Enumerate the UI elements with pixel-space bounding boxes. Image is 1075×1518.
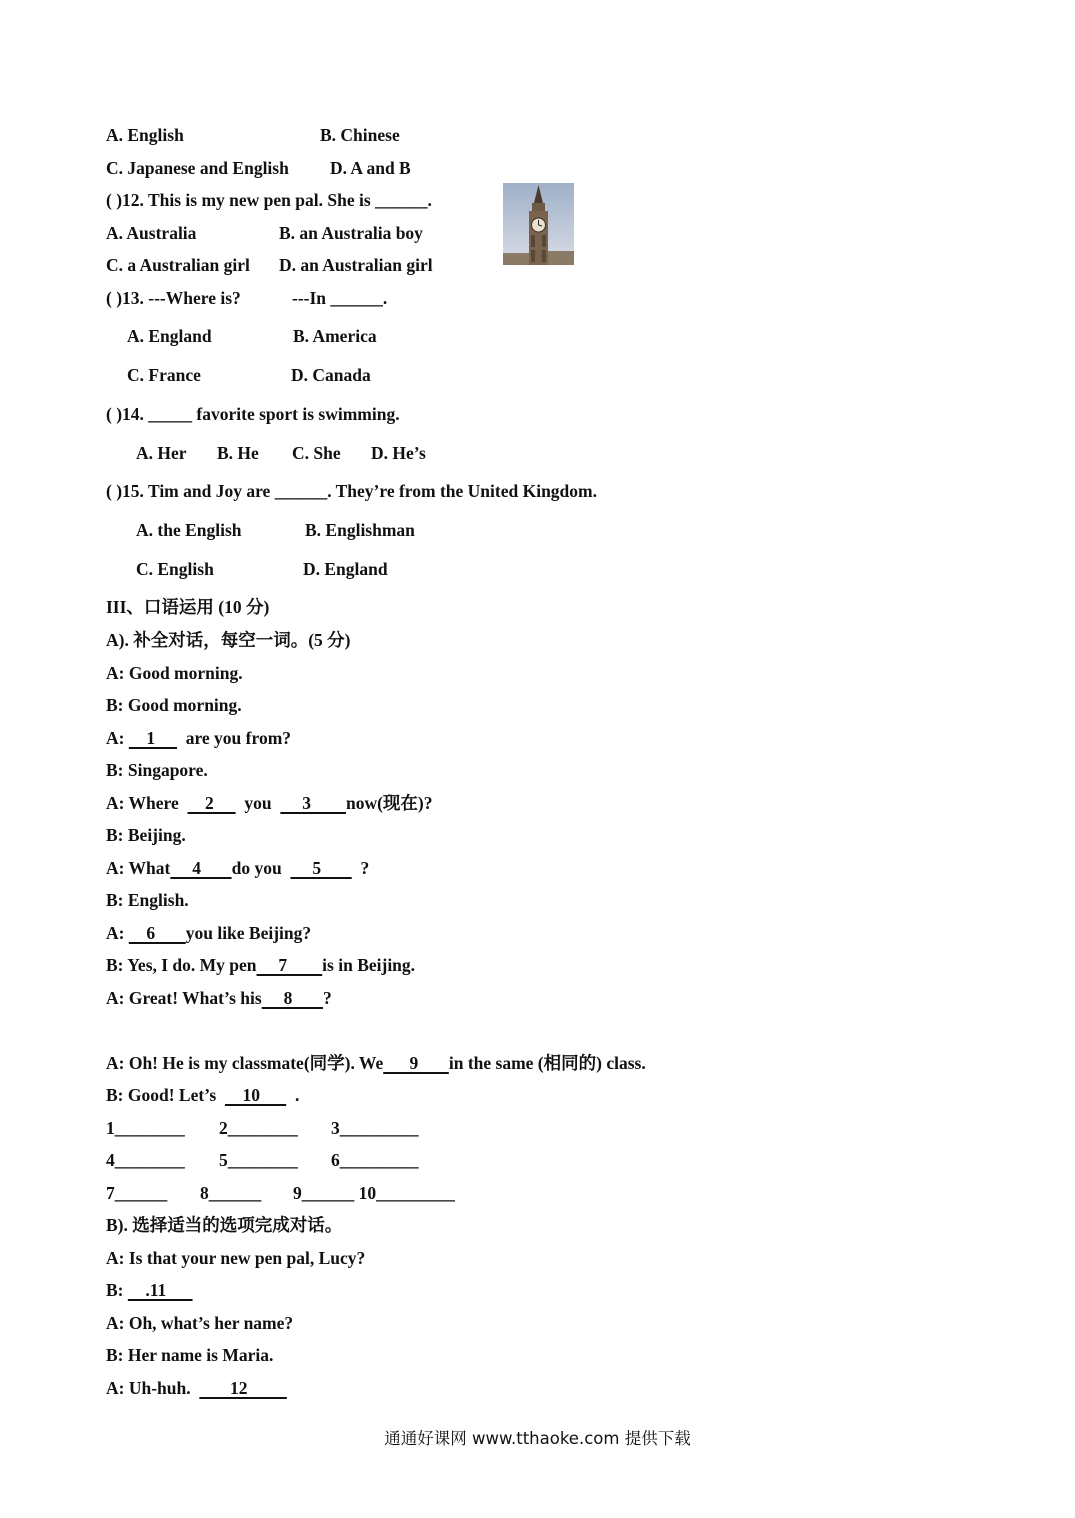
q14-option-a: A. Her xyxy=(136,443,187,463)
dialogue-line: A: Good morning. xyxy=(106,663,243,683)
answer-blank: 5________ xyxy=(219,1150,298,1170)
dialogue-line xyxy=(106,987,332,1009)
dialogue-line: A: Oh, what’s her name? xyxy=(106,1313,294,1333)
q12-option-d: D. an Australian girl xyxy=(279,255,433,275)
dialogue-text: you xyxy=(235,793,281,813)
answer-blank: 7______ xyxy=(106,1183,168,1203)
dialogue-text: B: Good! Let’s xyxy=(106,1085,225,1105)
blank-11: .11 xyxy=(127,1280,193,1300)
dialogue-line: B: Good morning. xyxy=(106,695,242,715)
q13-option-a: A. England xyxy=(127,326,212,346)
q14-option-b: B. He xyxy=(217,443,259,463)
dialogue-line xyxy=(106,1084,299,1106)
dialogue-line xyxy=(106,792,433,814)
dialogue-text: ? xyxy=(322,988,332,1008)
section-3-title: III、口语运用 (10 分) xyxy=(106,597,270,617)
q15-option-b: B. Englishman xyxy=(305,520,415,540)
dialogue-text: A: Great! What’s his xyxy=(106,988,262,1008)
blank-5: 5 xyxy=(290,858,352,878)
blank-6: 6 xyxy=(128,923,186,943)
blank-2: 2 xyxy=(187,793,236,813)
blank-1: 1 xyxy=(128,728,177,748)
blank-4: 4 xyxy=(170,858,232,878)
dialogue-line: B: Beijing. xyxy=(106,825,186,845)
q11-option-c: C. Japanese and English xyxy=(106,158,289,178)
dialogue-text: are you from? xyxy=(176,728,292,748)
dialogue-line xyxy=(106,857,369,879)
q14-option-c: C. She xyxy=(292,443,341,463)
dialogue-text: now(现在)? xyxy=(345,793,433,813)
q15-option-a: A. the English xyxy=(136,520,242,540)
dialogue-text: in the same (相同的) class. xyxy=(448,1053,646,1073)
blank-3: 3 xyxy=(280,793,346,813)
dialogue-line: B: English. xyxy=(106,890,189,910)
dialogue-text: . xyxy=(286,1085,300,1105)
q13-option-c: C. France xyxy=(127,365,201,385)
dialogue-line xyxy=(106,1052,646,1074)
q13-option-b: B. America xyxy=(293,326,377,346)
big-ben-image xyxy=(503,183,574,265)
dialogue-line: B: Singapore. xyxy=(106,760,208,780)
blank-9: 9 xyxy=(383,1053,449,1073)
q13-option-d: D. Canada xyxy=(291,365,371,385)
dialogue-text: B: Yes, I do. My pen xyxy=(106,955,257,975)
q13-stem: ( )13. ---Where is? xyxy=(106,288,241,308)
dialogue-text: A: xyxy=(106,923,129,943)
dialogue-line xyxy=(106,954,415,976)
q15-option-c: C. English xyxy=(136,559,214,579)
q12-option-b: B. an Australia boy xyxy=(279,223,423,243)
dialogue-text: A: What xyxy=(106,858,171,878)
dialogue-text: A: Where xyxy=(106,793,188,813)
q11-option-b: B. Chinese xyxy=(320,125,400,145)
q12-stem: ( )12. This is my new pen pal. She is ______. xyxy=(106,190,432,210)
dialogue-line xyxy=(106,1377,287,1399)
blank-10: 10 xyxy=(224,1085,287,1105)
footer-credit: 通通好课网 www.tthaoke.com 提供下载 xyxy=(384,1429,691,1448)
dialogue-text: A: Oh! He is my classmate(同学). We xyxy=(106,1053,384,1073)
answer-blank: 2________ xyxy=(219,1118,298,1138)
answer-blank: 4________ xyxy=(106,1150,185,1170)
answer-blank: 8______ xyxy=(200,1183,262,1203)
q13-stem-answer: ---In ______. xyxy=(292,288,388,308)
dialogue-line xyxy=(106,922,311,944)
q12-option-a: A. Australia xyxy=(106,223,197,243)
q15-option-d: D. England xyxy=(303,559,388,579)
answer-blank: 6_________ xyxy=(331,1150,419,1170)
dialogue-text: ? xyxy=(351,858,370,878)
q11-option-d: D. A and B xyxy=(330,158,411,178)
dialogue-text: is in Beijing. xyxy=(322,955,416,975)
q11-option-a: A. English xyxy=(106,125,184,145)
blank-8: 8 xyxy=(261,988,323,1008)
dialogue-line xyxy=(106,1279,193,1301)
dialogue-text: you like Beijing? xyxy=(185,923,312,943)
dialogue-line xyxy=(106,727,291,749)
dialogue-text: A: xyxy=(106,728,129,748)
q14-option-d: D. He’s xyxy=(371,443,426,463)
big-ben-icon xyxy=(503,183,574,265)
dialogue-text: B: xyxy=(106,1280,128,1300)
q14-stem: ( )14. _____ favorite sport is swimming. xyxy=(106,404,400,424)
answer-blank: 1________ xyxy=(106,1118,185,1138)
part-b-title: B). 选择适当的选项完成对话。 xyxy=(106,1215,343,1235)
answer-blank: 9______ 10_________ xyxy=(293,1183,455,1203)
q15-stem: ( )15. Tim and Joy are ______. They’re from the United Kingdom. xyxy=(106,481,597,501)
blank-7: 7 xyxy=(256,955,323,975)
blank-12: 12 xyxy=(199,1378,287,1398)
q12-option-c: C. a Australian girl xyxy=(106,255,250,275)
dialogue-text: A: Uh-huh. xyxy=(106,1378,200,1398)
answer-blank: 3_________ xyxy=(331,1118,419,1138)
section-3-part-a-title: A). 补全对话，每空一词。(5 分) xyxy=(106,630,351,650)
dialogue-line: A: Is that your new pen pal, Lucy? xyxy=(106,1248,366,1268)
dialogue-line: B: Her name is Maria. xyxy=(106,1345,274,1365)
dialogue-text: do you xyxy=(231,858,291,878)
